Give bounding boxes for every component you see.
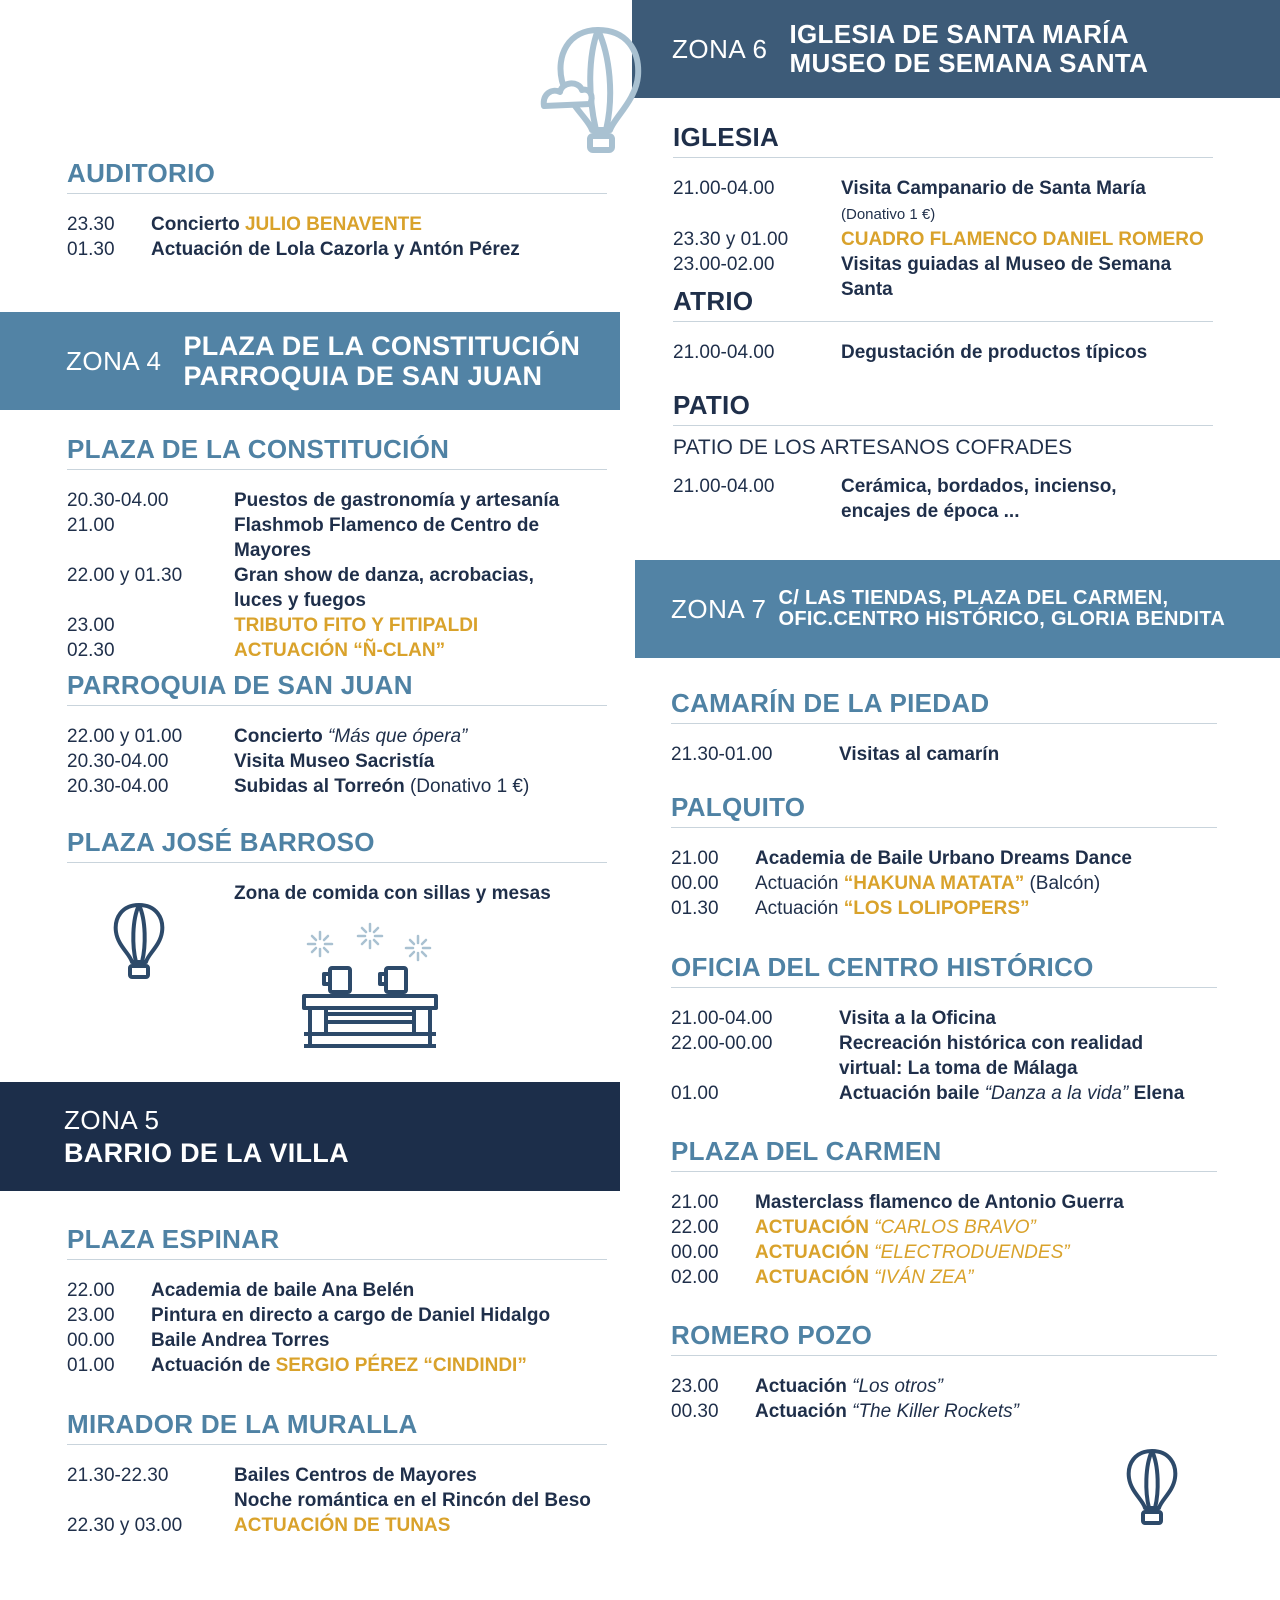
- event-text: ACTUACIÓN “Ñ-CLAN”: [234, 640, 446, 661]
- event-time: 21.00: [671, 1192, 719, 1213]
- event-text: “Danza a la vida”: [984, 1083, 1129, 1104]
- schedule-row: [671, 1374, 1217, 1399]
- zona6-banner: [632, 0, 1280, 98]
- event-description: [755, 1215, 1217, 1240]
- event-description: [755, 1374, 1217, 1399]
- event-time: 22.00: [671, 1217, 719, 1238]
- event-time: 01.30: [671, 898, 719, 919]
- event-description: [151, 212, 607, 237]
- schedule-row: [671, 742, 1217, 767]
- zona6-label: ZONA 6: [672, 33, 768, 64]
- event-description: [234, 749, 607, 774]
- event-time: 01.00: [671, 1083, 719, 1104]
- event-time: [67, 588, 234, 613]
- event-description: [839, 1006, 1217, 1031]
- schedule-row: [67, 724, 607, 749]
- event-description: [839, 1081, 1217, 1106]
- event-description: [151, 1278, 607, 1303]
- section-auditorio: [67, 158, 607, 262]
- zona7-banner: [635, 560, 1280, 658]
- section-title: PARROQUIA DE SAN JUAN: [67, 670, 607, 706]
- event-text: Subidas al Torreón: [234, 776, 410, 797]
- section-title: PLAZA DE LA CONSTITUCIÓN: [67, 434, 607, 470]
- event-text: Actuación: [755, 1401, 853, 1422]
- event-description: [234, 1463, 607, 1488]
- event-time: 21.00-04.00: [673, 476, 775, 497]
- event-description: [839, 1056, 1217, 1081]
- schedule-row: [67, 1513, 607, 1538]
- schedule-row: [67, 749, 607, 774]
- event-text: Pintura en directo a cargo de Daniel Hidalgo: [151, 1305, 551, 1326]
- balloon-icon: [1125, 1448, 1179, 1526]
- section-camarin: [671, 688, 1217, 767]
- section-title: PALQUITO: [671, 792, 1217, 828]
- event-description: [234, 513, 607, 563]
- event-description: [234, 588, 607, 613]
- event-time: 02.30: [67, 640, 115, 661]
- event-time: 22.00 y 01.00: [67, 726, 183, 747]
- event-text: Concierto: [151, 214, 245, 235]
- event-text: (Donativo 1 €): [409, 776, 530, 797]
- event-time: 00.00: [67, 1330, 115, 1351]
- zona7-title-line2: OFIC.CENTRO HISTÓRICO, GLORIA BENDITA: [778, 608, 1226, 630]
- section-title: CAMARÍN DE LA PIEDAD: [671, 688, 1217, 724]
- section-title: MIRADOR DE LA MURALLA: [67, 1409, 607, 1445]
- event-text: Noche romántica en el Rincón del Beso: [234, 1490, 591, 1511]
- event-time: 02.00: [671, 1267, 719, 1288]
- event-text: Actuación: [755, 873, 844, 894]
- section-atrio: [673, 286, 1213, 365]
- section-plaza-espinar: [67, 1224, 607, 1378]
- event-description: [234, 881, 607, 906]
- event-text: Masterclass flamenco de Antonio Guerra: [755, 1192, 1124, 1213]
- event-text: Bailes Centros de Mayores: [234, 1465, 477, 1486]
- event-time: 23.30: [67, 214, 115, 235]
- event-time: 22.30 y 03.00: [67, 1515, 183, 1536]
- event-time: 20.30-04.00: [67, 776, 169, 797]
- event-time: 21.30-01.00: [671, 744, 773, 765]
- schedule-row: [67, 237, 607, 262]
- schedule-row: [67, 774, 607, 799]
- event-text: Zona de comida con sillas y mesas: [234, 883, 551, 904]
- table-with-beer-icon: [300, 922, 440, 1052]
- schedule-row: [67, 488, 607, 513]
- event-time: 00.30: [671, 1401, 719, 1422]
- event-description: [151, 237, 607, 262]
- event-description: [234, 1513, 607, 1538]
- event-description: [234, 724, 607, 749]
- section-title: ATRIO: [673, 286, 1213, 322]
- event-text: Degustación de productos típicos: [841, 342, 1148, 363]
- event-time: 21.00-04.00: [673, 342, 775, 363]
- section-title: AUDITORIO: [67, 158, 607, 194]
- event-description: [755, 896, 1217, 921]
- event-description: [841, 340, 1213, 365]
- event-description: [839, 742, 1217, 767]
- event-time: [67, 1488, 234, 1513]
- event-time: 22.00 y 01.30: [67, 565, 183, 586]
- event-text: Baile Andrea Torres: [151, 1330, 330, 1351]
- event-description: [234, 563, 607, 588]
- event-description: [841, 499, 1213, 524]
- event-text: JULIO BENAVENTE: [244, 214, 422, 235]
- event-description: [755, 1265, 1217, 1290]
- event-time: 00.00: [671, 873, 719, 894]
- event-text: Visitas al camarín: [839, 744, 1000, 765]
- event-time: 23.00: [67, 1305, 115, 1326]
- zona6-title-line2: MUSEO DE SEMANA SANTA: [789, 48, 1149, 78]
- schedule-row: [671, 871, 1217, 896]
- schedule-row: [671, 1031, 1217, 1056]
- event-text: Visita Campanario de Santa María: [841, 178, 1146, 199]
- event-time: 21.30-22.30: [67, 1465, 169, 1486]
- event-text: Actuación: [755, 898, 844, 919]
- schedule-row: [671, 1265, 1217, 1290]
- event-description: [841, 176, 1213, 227]
- event-text: ACTUACIÓN: [755, 1242, 875, 1263]
- event-text: Cerámica, bordados, incienso,: [841, 476, 1117, 497]
- fireworks-icon: [308, 924, 430, 960]
- event-description: [234, 488, 607, 513]
- event-description: [755, 871, 1217, 896]
- event-text: Gran show de danza, acrobacias,: [234, 565, 534, 586]
- section-mirador: [67, 1409, 607, 1538]
- event-text: Academia de Baile Urbano Dreams Dance: [755, 848, 1132, 869]
- event-description: [151, 1328, 607, 1353]
- event-text: CUADRO FLAMENCO DANIEL ROMERO: [841, 229, 1204, 250]
- event-time: 23.00: [67, 615, 115, 636]
- event-description: [839, 1031, 1217, 1056]
- event-time: 21.00: [67, 515, 115, 536]
- event-time: 20.30-04.00: [67, 751, 169, 772]
- event-text: (Balcón): [1024, 873, 1101, 894]
- balloon-icon: [112, 902, 166, 980]
- event-time: 22.00: [67, 1280, 115, 1301]
- section-title: IGLESIA: [673, 122, 1213, 158]
- event-text: (Donativo 1 €): [841, 206, 936, 223]
- schedule-row: [67, 1328, 607, 1353]
- event-description: [234, 1488, 607, 1513]
- event-description: [841, 474, 1213, 499]
- event-description: [151, 1353, 607, 1378]
- event-text: Actuación de Lola Cazorla y Antón Pérez: [151, 239, 520, 260]
- zona4-banner: [0, 312, 620, 410]
- event-text: ACTUACIÓN: [755, 1267, 875, 1288]
- zona4-label: ZONA 4: [66, 345, 162, 376]
- schedule-row: [67, 588, 607, 613]
- event-description: [755, 1190, 1217, 1215]
- schedule-row: [673, 499, 1213, 524]
- event-time: [673, 499, 841, 524]
- event-text: “HAKUNA MATATA”: [843, 873, 1025, 894]
- event-text: Puestos de gastronomía y artesanía: [234, 490, 560, 511]
- schedule-row: [673, 340, 1213, 365]
- schedule-row: [67, 1463, 607, 1488]
- event-description: [841, 227, 1213, 252]
- schedule-row: [673, 227, 1213, 252]
- zona4-title-line2: PARROQUIA DE SAN JUAN: [183, 361, 543, 391]
- event-text: Academia de baile Ana Belén: [151, 1280, 415, 1301]
- section-plaza-jose: [67, 827, 607, 906]
- event-text: “LOS LOLIPOPERS”: [843, 898, 1030, 919]
- section-parroquia: [67, 670, 607, 799]
- event-text: Flashmob Flamenco de Centro de Mayores: [234, 515, 540, 561]
- section-iglesia: [673, 122, 1213, 302]
- section-subtitle: PATIO DE LOS ARTESANOS COFRADES: [673, 436, 1073, 459]
- event-time: 01.00: [67, 1355, 115, 1376]
- schedule-row: [671, 1056, 1217, 1081]
- section-romero: [671, 1320, 1217, 1424]
- schedule-row: [671, 896, 1217, 921]
- event-time: 23.30 y 01.00: [673, 229, 789, 250]
- schedule-row: [671, 1399, 1217, 1424]
- event-time: 21.00-04.00: [673, 178, 775, 199]
- schedule-row: [67, 513, 607, 563]
- event-description: [234, 638, 607, 663]
- event-time: 21.00: [671, 848, 719, 869]
- event-time: 23.00-02.00: [673, 254, 775, 275]
- event-time: 00.00: [671, 1242, 719, 1263]
- section-title: ROMERO POZO: [671, 1320, 1217, 1356]
- schedule-row: [673, 474, 1213, 499]
- schedule-row: [67, 1353, 607, 1378]
- event-time: 21.00-04.00: [671, 1008, 773, 1029]
- event-text: TRIBUTO FITO Y FITIPALDI: [234, 615, 479, 636]
- event-description: [234, 613, 607, 638]
- zona4-title-line1: PLAZA DE LA CONSTITUCIÓN: [183, 330, 581, 361]
- zona5-banner: [0, 1082, 620, 1191]
- schedule-row: [671, 1006, 1217, 1031]
- event-text: ACTUACIÓN DE TUNAS: [234, 1515, 451, 1536]
- event-text: “ELECTRODUENDES”: [874, 1242, 1070, 1263]
- zona7-title: [778, 588, 1225, 630]
- event-text: Visita Museo Sacristía: [234, 751, 435, 772]
- zona5-label: ZONA 5: [64, 1104, 160, 1135]
- schedule-row: [671, 846, 1217, 871]
- event-text: “Más que ópera”: [327, 726, 468, 747]
- event-time: 20.30-04.00: [67, 490, 169, 511]
- zona7-title-line1: C/ LAS TIENDAS, PLAZA DEL CARMEN,: [778, 587, 1169, 609]
- event-text: “CARLOS BRAVO”: [874, 1217, 1036, 1238]
- event-text: “Los otros”: [852, 1376, 943, 1397]
- section-palquito: [671, 792, 1217, 921]
- event-text: luces y fuegos: [234, 590, 366, 611]
- event-text: encajes de época ...: [841, 501, 1020, 522]
- schedule-row: [671, 1081, 1217, 1106]
- event-description: [755, 1399, 1217, 1424]
- section-title: PLAZA JOSÉ BARROSO: [67, 827, 607, 863]
- zona5-title: BARRIO DE LA VILLA: [64, 1137, 349, 1168]
- section-title: OFICIA DEL CENTRO HISTÓRICO: [671, 952, 1217, 988]
- schedule-row: [671, 1190, 1217, 1215]
- event-description: [234, 774, 607, 799]
- event-text: SERGIO PÉREZ “CINDINDI”: [275, 1355, 527, 1376]
- section-patio: [673, 390, 1213, 524]
- event-text: Visita a la Oficina: [839, 1008, 997, 1029]
- event-text: Actuación: [755, 1376, 853, 1397]
- zona7-label: ZONA 7: [671, 593, 767, 624]
- event-text: “The Killer Rockets”: [852, 1401, 1019, 1422]
- schedule-row: [671, 1215, 1217, 1240]
- event-text: “IVÁN ZEA”: [874, 1267, 974, 1288]
- schedule-row: [67, 638, 607, 663]
- section-title: PATIO: [673, 390, 1213, 426]
- zona6-title: [789, 20, 1148, 78]
- schedule-row: [67, 613, 607, 638]
- section-oficia: [671, 952, 1217, 1106]
- event-time: [671, 1056, 839, 1081]
- event-description: [151, 1303, 607, 1328]
- zona6-title-line1: IGLESIA DE SANTA MARÍA: [789, 18, 1129, 49]
- zona4-title: [183, 331, 580, 391]
- event-text: Concierto: [234, 726, 328, 747]
- schedule-row: [67, 563, 607, 588]
- event-time: 01.30: [67, 239, 115, 260]
- schedule-row: [67, 1303, 607, 1328]
- event-text: virtual: La toma de Málaga: [839, 1058, 1078, 1079]
- section-title: PLAZA DEL CARMEN: [671, 1136, 1217, 1172]
- section-plaza-constitucion: [67, 434, 607, 663]
- event-time: 22.00-00.00: [671, 1033, 773, 1054]
- schedule-row: [67, 1488, 607, 1513]
- event-description: [755, 846, 1217, 871]
- event-text: Recreación histórica con realidad: [839, 1033, 1144, 1054]
- schedule-row: [67, 212, 607, 237]
- section-plaza-carmen: [671, 1136, 1217, 1290]
- schedule-row: [673, 176, 1213, 227]
- balloon-icon: [538, 26, 648, 154]
- event-text: Actuación baile: [839, 1083, 985, 1104]
- schedule-row: [671, 1240, 1217, 1265]
- event-text: ACTUACIÓN: [755, 1217, 875, 1238]
- event-text: Actuación de: [151, 1355, 276, 1376]
- event-text: Elena: [1128, 1083, 1185, 1104]
- schedule-row: [67, 1278, 607, 1303]
- event-description: [755, 1240, 1217, 1265]
- event-text: Visitas guiadas al Museo de Semana Santa: [841, 254, 1172, 300]
- section-title: PLAZA ESPINAR: [67, 1224, 607, 1260]
- event-time: 23.00: [671, 1376, 719, 1397]
